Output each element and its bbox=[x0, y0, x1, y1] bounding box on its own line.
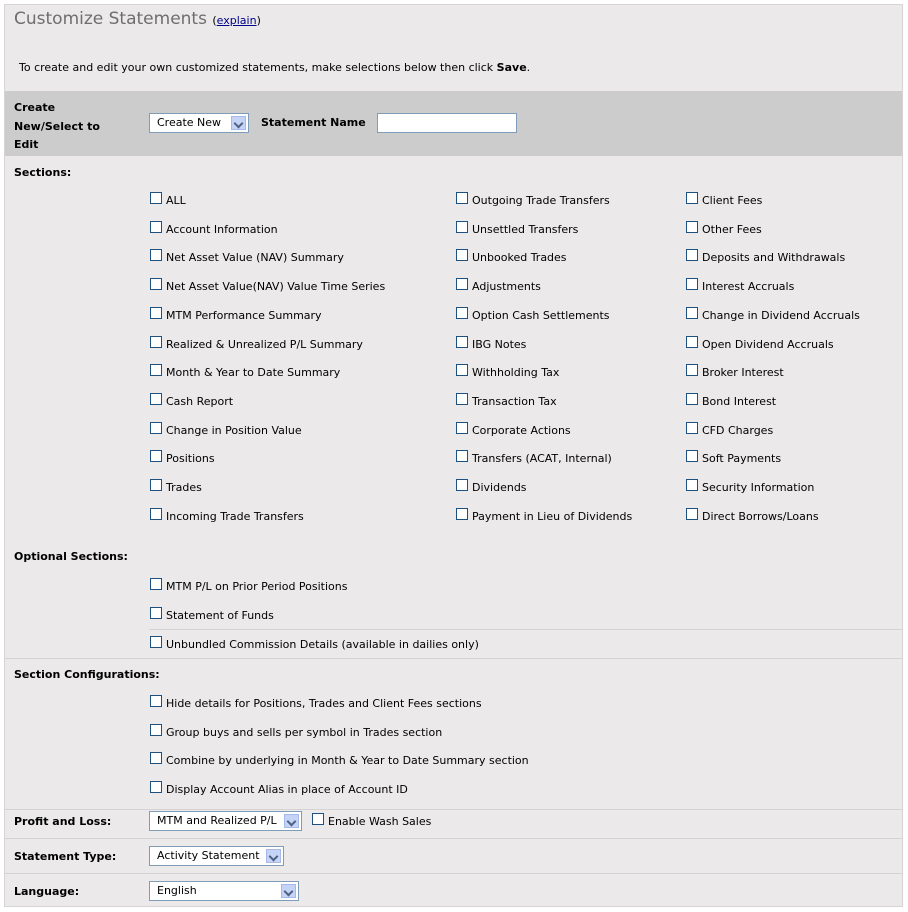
section-col2-6-label: Withholding Tax bbox=[472, 366, 560, 379]
section-col3-9-label: Soft Payments bbox=[702, 452, 782, 465]
section-config-0-checkbox[interactable] bbox=[150, 695, 162, 707]
explain-link[interactable]: explain bbox=[216, 14, 257, 27]
section-col1-1-checkbox[interactable] bbox=[150, 221, 162, 233]
section-col2-8-label: Corporate Actions bbox=[472, 424, 571, 437]
divider bbox=[149, 629, 902, 630]
chevron-down-icon[interactable] bbox=[281, 884, 296, 898]
section-configurations-label: Section Configurations: bbox=[14, 668, 160, 681]
section-config-1-checkbox[interactable] bbox=[150, 724, 162, 736]
statement-type-label: Statement Type: bbox=[14, 850, 117, 863]
section-col3-10-checkbox[interactable] bbox=[686, 479, 698, 491]
wash-sales-label: Enable Wash Sales bbox=[328, 815, 432, 828]
section-col3-3-label: Interest Accruals bbox=[702, 280, 795, 293]
section-col2-11-checkbox[interactable] bbox=[456, 508, 468, 520]
section-col2-7-checkbox[interactable] bbox=[456, 393, 468, 405]
section-col1-11-checkbox[interactable] bbox=[150, 508, 162, 520]
intro-text: To create and edit your own customized statements, make selections below then click Save. bbox=[19, 61, 531, 74]
section-col1-7-label: Cash Report bbox=[166, 395, 234, 408]
section-col3-2-label: Deposits and Withdrawals bbox=[702, 251, 846, 264]
section-col2-5-label: IBG Notes bbox=[472, 338, 527, 351]
chevron-down-icon[interactable] bbox=[231, 116, 246, 130]
section-col1-4-label: MTM Performance Summary bbox=[166, 309, 322, 322]
section-col1-3-checkbox[interactable] bbox=[150, 278, 162, 290]
section-col2-2-checkbox[interactable] bbox=[456, 249, 468, 261]
statement-name-input[interactable] bbox=[377, 113, 517, 133]
section-col3-6-label: Broker Interest bbox=[702, 366, 784, 379]
section-col1-3-label: Net Asset Value(NAV) Value Time Series bbox=[166, 280, 386, 293]
section-col3-11-label: Direct Borrows/Loans bbox=[702, 510, 819, 523]
section-col1-9-label: Positions bbox=[166, 452, 215, 465]
profit-loss-label: Profit and Loss: bbox=[14, 815, 112, 828]
optional-section-1-checkbox[interactable] bbox=[150, 607, 162, 619]
section-col2-4-checkbox[interactable] bbox=[456, 307, 468, 319]
optional-section-0-label: MTM P/L on Prior Period Positions bbox=[166, 580, 348, 593]
section-col3-3-checkbox[interactable] bbox=[686, 278, 698, 290]
chevron-down-icon[interactable] bbox=[266, 849, 281, 863]
create-bar bbox=[5, 91, 902, 156]
section-col2-7-label: Transaction Tax bbox=[472, 395, 557, 408]
section-col1-11-label: Incoming Trade Transfers bbox=[166, 510, 304, 523]
section-col3-7-label: Bond Interest bbox=[702, 395, 777, 408]
section-col1-0-label: ALL bbox=[166, 194, 186, 207]
section-config-0-label: Hide details for Positions, Trades and Client Fees sections bbox=[166, 697, 482, 710]
section-col3-4-label: Change in Dividend Accruals bbox=[702, 309, 860, 322]
section-col2-0-label: Outgoing Trade Transfers bbox=[472, 194, 610, 207]
optional-section-1-label: Statement of Funds bbox=[166, 609, 274, 622]
divider bbox=[5, 809, 902, 810]
section-col3-0-label: Client Fees bbox=[702, 194, 763, 207]
section-col3-8-label: CFD Charges bbox=[702, 424, 774, 437]
section-col2-10-checkbox[interactable] bbox=[456, 479, 468, 491]
section-col1-5-label: Realized & Unrealized P/L Summary bbox=[166, 338, 363, 351]
section-col3-8-checkbox[interactable] bbox=[686, 422, 698, 434]
section-col1-4-checkbox[interactable] bbox=[150, 307, 162, 319]
section-col3-7-checkbox[interactable] bbox=[686, 393, 698, 405]
section-col1-7-checkbox[interactable] bbox=[150, 393, 162, 405]
section-col3-9-checkbox[interactable] bbox=[686, 450, 698, 462]
section-config-2-checkbox[interactable] bbox=[150, 752, 162, 764]
statement-name-label: Statement Name bbox=[261, 116, 366, 129]
create-select-label: Create New/Select to Edit bbox=[14, 101, 100, 151]
chevron-down-icon[interactable] bbox=[284, 814, 299, 828]
statement-type-select[interactable]: Activity Statement bbox=[149, 846, 284, 866]
language-select[interactable]: English bbox=[149, 881, 299, 901]
section-col2-10-label: Dividends bbox=[472, 481, 527, 494]
page-title: Customize Statements (explain) bbox=[14, 9, 261, 29]
customize-statements-panel bbox=[4, 4, 903, 907]
profit-loss-select[interactable]: MTM and Realized P/L bbox=[149, 811, 302, 831]
section-col2-11-label: Payment in Lieu of Dividends bbox=[472, 510, 633, 523]
section-config-3-label: Display Account Alias in place of Account ID bbox=[166, 783, 408, 796]
optional-section-2-label: Unbundled Commission Details (available in dailies only) bbox=[166, 638, 479, 651]
section-config-2-label: Combine by underlying in Month & Year to Date Summary section bbox=[166, 754, 529, 767]
divider bbox=[5, 873, 902, 874]
section-col2-9-checkbox[interactable] bbox=[456, 450, 468, 462]
sections-label: Sections: bbox=[14, 166, 72, 179]
section-col3-2-checkbox[interactable] bbox=[686, 249, 698, 261]
section-col1-6-checkbox[interactable] bbox=[150, 364, 162, 376]
section-col3-4-checkbox[interactable] bbox=[686, 307, 698, 319]
section-col2-5-checkbox[interactable] bbox=[456, 336, 468, 348]
section-col1-8-label: Change in Position Value bbox=[166, 424, 302, 437]
section-col1-0-checkbox[interactable] bbox=[150, 192, 162, 204]
section-col3-10-label: Security Information bbox=[702, 481, 815, 494]
optional-sections-label: Optional Sections: bbox=[14, 550, 128, 563]
section-col2-3-label: Adjustments bbox=[472, 280, 541, 293]
section-col1-2-label: Net Asset Value (NAV) Summary bbox=[166, 251, 344, 264]
section-col1-10-checkbox[interactable] bbox=[150, 479, 162, 491]
section-col3-1-checkbox[interactable] bbox=[686, 221, 698, 233]
section-col3-0-checkbox[interactable] bbox=[686, 192, 698, 204]
section-col3-11-checkbox[interactable] bbox=[686, 508, 698, 520]
section-col2-4-label: Option Cash Settlements bbox=[472, 309, 610, 322]
section-col2-1-checkbox[interactable] bbox=[456, 221, 468, 233]
section-col2-0-checkbox[interactable] bbox=[456, 192, 468, 204]
section-col3-6-checkbox[interactable] bbox=[686, 364, 698, 376]
section-col1-5-checkbox[interactable] bbox=[150, 336, 162, 348]
create-new-select[interactable]: Create New bbox=[149, 113, 249, 133]
optional-section-2-checkbox[interactable] bbox=[150, 636, 162, 648]
section-col3-1-label: Other Fees bbox=[702, 223, 762, 236]
divider bbox=[5, 658, 902, 659]
section-col1-8-checkbox[interactable] bbox=[150, 422, 162, 434]
section-col3-5-checkbox[interactable] bbox=[686, 336, 698, 348]
section-config-3-checkbox[interactable] bbox=[150, 781, 162, 793]
wash-sales-checkbox[interactable] bbox=[312, 813, 324, 825]
section-col1-6-label: Month & Year to Date Summary bbox=[166, 366, 341, 379]
section-col1-1-label: Account Information bbox=[166, 223, 278, 236]
section-col2-3-checkbox[interactable] bbox=[456, 278, 468, 290]
section-col1-10-label: Trades bbox=[166, 481, 202, 494]
section-col2-9-label: Transfers (ACAT, Internal) bbox=[472, 452, 612, 465]
optional-section-0-checkbox[interactable] bbox=[150, 578, 162, 590]
divider bbox=[5, 838, 902, 839]
language-label: Language: bbox=[14, 885, 80, 898]
section-col1-9-checkbox[interactable] bbox=[150, 450, 162, 462]
section-col2-8-checkbox[interactable] bbox=[456, 422, 468, 434]
section-config-1-label: Group buys and sells per symbol in Trades section bbox=[166, 726, 443, 739]
section-col2-2-label: Unbooked Trades bbox=[472, 251, 567, 264]
section-col1-2-checkbox[interactable] bbox=[150, 249, 162, 261]
section-col2-6-checkbox[interactable] bbox=[456, 364, 468, 376]
section-col3-5-label: Open Dividend Accruals bbox=[702, 338, 834, 351]
section-col2-1-label: Unsettled Transfers bbox=[472, 223, 579, 236]
